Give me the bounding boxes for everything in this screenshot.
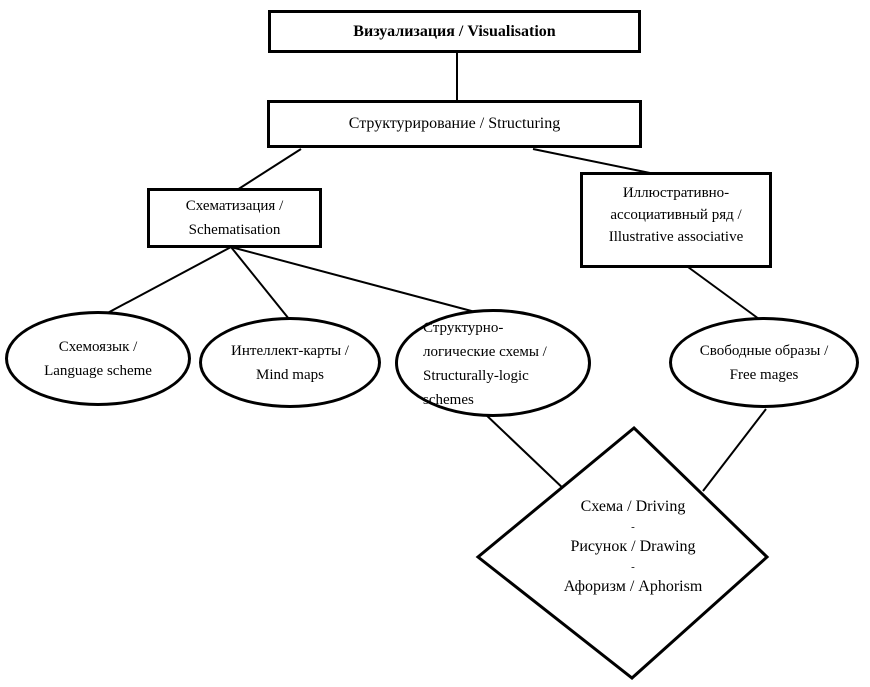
node-structuring [267, 100, 642, 148]
node-free-images [669, 317, 859, 408]
node-schematisation-line: Schematisation [188, 222, 281, 238]
node-illustrative-line: ассоциативный ряд / [610, 207, 742, 223]
edge-structuring-schematisation [237, 149, 301, 190]
diamond-line: Афоризм / Aphorism [563, 578, 703, 595]
node-schematisation-line: Схематизация / [185, 198, 284, 214]
node-outcome-diamond-label [500, 497, 766, 597]
edge-structurally-diamond [483, 412, 567, 492]
node-language-scheme-line: Language scheme [44, 362, 152, 379]
node-structurally-logic-schemes [395, 309, 591, 417]
node-structurally-logic-line: логические схемы / [423, 344, 547, 360]
diamond-separator: - [631, 561, 635, 573]
node-structuring-label: Структурирование / Structuring [348, 115, 561, 132]
node-illustrative-line: Illustrative associative [608, 229, 744, 245]
node-structurally-logic-line: schemes [423, 392, 474, 408]
node-illustrative-associative [580, 172, 772, 268]
diamond-separator: - [631, 521, 635, 533]
edge-structuring-illustrative [533, 149, 650, 173]
node-free-images-line: Свободные образы / [699, 342, 829, 359]
node-mind-maps-line: Mind maps [256, 366, 324, 383]
edge-schematisation-mindmaps [231, 247, 289, 319]
node-language-scheme-line: Схемоязык / [58, 338, 138, 355]
node-structurally-logic-line: Structurally-logic [423, 368, 529, 384]
node-visualisation [268, 10, 641, 53]
node-illustrative-line: Иллюстративно- [622, 185, 730, 201]
diamond-line: Рисунок / Drawing [570, 538, 696, 555]
edge-illustrative-freeimages [688, 267, 759, 319]
node-mind-maps-line: Интеллект-карты / [231, 342, 349, 359]
node-mind-maps [199, 317, 381, 408]
node-language-scheme [5, 311, 191, 406]
node-schematisation [147, 188, 322, 248]
node-free-images-line: Free mages [729, 366, 799, 383]
node-structurally-logic-line: Структурно- [423, 320, 504, 336]
edge-freeimages-diamond [703, 409, 766, 491]
node-visualisation-label: Визуализация / Visualisation [353, 22, 556, 40]
diamond-line: Схема / Driving [580, 498, 686, 515]
edge-schematisation-language [100, 247, 231, 317]
edge-schematisation-structurally [231, 247, 479, 313]
